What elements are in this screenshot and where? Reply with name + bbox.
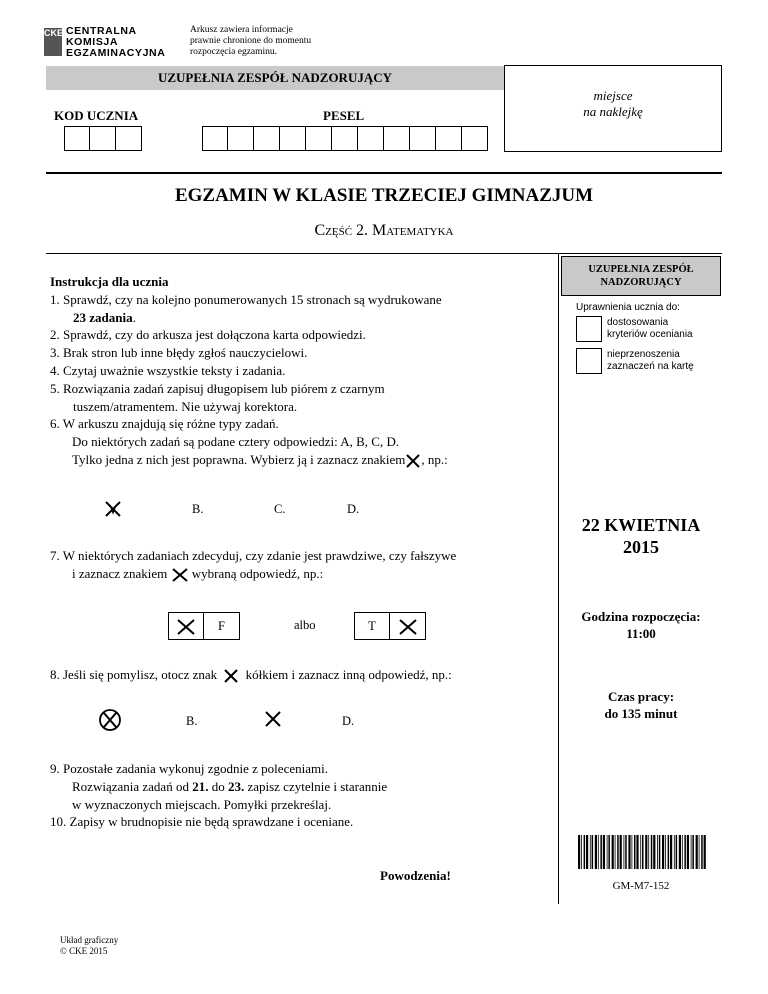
instruction-9-cont2: w wyznaczonych miejscach. Pomyłki przekreślaj. [72,796,332,812]
barcode-bar [624,835,625,869]
sticker-area [504,65,722,152]
instruction-text: zapisz czytelnie i starannie [244,778,388,794]
cke-logo-text [66,26,165,59]
staff-box-line: UZUPEŁNIA ZESPÓŁ [588,264,694,275]
check-label-line: dostosowania [607,317,669,328]
barcode-bar [642,835,644,869]
work-duration [560,688,722,722]
notice-line: Arkusz zawiera informacje [190,25,293,35]
barcode-bar [592,835,594,869]
barcode-bar [659,835,661,869]
tf-box-f-marked [390,612,426,640]
instruction-text: i zaznacz znakiem [72,565,168,581]
code-digit-box[interactable] [90,126,116,151]
barcode-bar [699,835,700,869]
instruction-text: 8. Jeśli się pomylisz, otocz znak [50,667,218,682]
check-label-line: nieprzenoszenia [607,349,680,360]
rights-label: Uprawnienia ucznia do: [576,302,680,313]
instruction-1-cont: 23 zadania. [73,309,136,325]
barcode-bar [665,835,666,869]
footer-line: © CKE 2015 [60,946,108,956]
instructions-heading: Instrukcja dla ucznia [50,274,169,289]
option-d: D. [342,714,355,728]
instruction-text: Tylko jedna z nich jest poprawna. Wybierz ją i zaznacz znakiem [72,451,406,467]
x-mark-icon [171,568,189,582]
barcode-bar [595,835,597,869]
option-c: C. [274,502,286,516]
instruction-8-block [50,666,560,684]
exam-code: GM-M7-152 [612,880,670,892]
barcode-bar [676,835,678,869]
pesel-digit-box[interactable] [410,126,436,151]
tf-box-f: F [204,612,240,640]
answer-c-marked-x-icon [264,711,282,727]
instruction-10: 10. Zapisy w brudnopisie nie będą sprawdzane i oceniane. [50,814,354,830]
pesel-digit-box[interactable] [384,126,410,151]
logo-line: EGZAMINACYJNA [66,47,166,59]
sticker-line: na naklejkę [583,104,643,119]
barcode-bar [692,835,694,869]
pesel-digit-box[interactable] [254,126,280,151]
barcode-bar [704,835,706,869]
barcode-bar [636,835,638,869]
barcode-bar [691,835,692,869]
date-line: 2015 [623,537,659,557]
task-count: 23 zadania [73,309,133,325]
student-code-label: KOD UCZNIA [54,108,139,123]
instruction-6: 6. W arkuszu znajdują się różne typy zadań. [50,416,279,432]
instruction-7-cont [50,565,560,583]
barcode-bar [598,835,599,869]
pesel-digit-box[interactable] [462,126,488,151]
instruction-6-mark [50,451,560,469]
logo-line: KOMISJA [66,36,119,48]
tf-box-t-marked [168,612,204,640]
pesel-label: PESEL [323,108,365,123]
staff-box-line: NADZORUJĄCY [600,277,682,288]
code-digit-box[interactable] [64,126,90,151]
instruction-text: Rozwiązania zadań od [72,778,193,794]
instruction-6-cont: Do niektórych zadań są podane cztery odpowiedzi: A, B, C, D. [72,434,400,450]
instruction-8 [50,666,560,684]
barcode-bar [682,835,683,869]
task-number: 23. [227,778,245,794]
pesel-digit-box[interactable] [280,126,306,151]
x-mark-icon [176,618,196,636]
instruction-7-block [50,547,560,583]
barcode-bar [600,835,602,869]
barcode-bar [578,835,580,869]
exam-title: EGZAMIN W KLASIE TRZECIEJ GIMNAZJUM [174,185,594,206]
barcode-bar [620,835,622,869]
barcode-bar [670,835,672,869]
tf-box-t: T [354,612,390,640]
duration-label: Czas pracy: [607,689,675,704]
barcode-bar [674,835,675,869]
barcode-bar [607,835,608,869]
check-label-line: zaznaczeń na kartę [607,361,694,372]
barcode-bar [684,835,686,869]
start-time [560,608,722,642]
instruction-text: do [208,778,228,794]
good-luck: Powodzenia! [380,868,451,883]
staff-box [561,256,721,296]
barcode-bar [612,835,614,869]
barcode [578,835,706,869]
barcode-bar [603,835,605,869]
instruction-9-cont [50,778,560,796]
barcode-bar [640,835,641,869]
instruction-9: 9. Pozostałe zadania wykonuj zgodnie z poleceniami. [50,761,328,776]
pesel-digit-box[interactable] [228,126,254,151]
option-d: D. [347,502,360,516]
barcode-bar [651,835,653,869]
barcode-bar [668,835,670,869]
pesel-digit-box[interactable] [332,126,358,151]
option-b: B. [192,502,204,516]
tf-example-2 [354,612,426,640]
instruction-text: wybraną odpowiedź, np.: [191,565,324,581]
legal-notice [190,25,350,58]
date-line: 22 KWIETNIA [581,515,701,535]
task-number: 21. [192,778,209,794]
divider [46,172,722,174]
barcode-bar [586,835,588,869]
x-mark-icon [220,669,242,683]
option-b: B. [186,714,198,728]
instruction-text: kółkiem i zaznacz inną odpowiedź, np.: [245,667,452,682]
barcode-bar [634,835,636,869]
start-label: Godzina rozpoczęcia: [581,609,701,624]
accommodation-checkbox[interactable] [576,316,602,342]
duration-value: do 135 minut [604,706,678,721]
instruction-9-block [50,760,560,831]
logo-line: CENTRALNA [66,25,137,37]
tf-or-label: albo [294,618,316,632]
barcode-bar [632,835,633,869]
staff-fill-bar: UZUPEŁNIA ZESPÓŁ NADZORUJĄCY [46,66,504,90]
sticker-line: miejsce [593,88,633,103]
barcode-bar [701,835,703,869]
barcode-bar [581,835,582,869]
notice-line: prawnie chronione do momentu [190,36,312,46]
barcode-bar [648,835,649,869]
barcode-bar [653,835,655,869]
barcode-bar [628,835,630,869]
instruction-2: 2. Sprawdź, czy do arkusza jest dołączona karta odpowiedzi. [50,327,366,343]
barcode-bar [696,835,698,869]
barcode-bar [625,835,627,869]
x-mark-icon [398,618,418,636]
exam-subtitle: Część 2. Matematyka [314,222,454,239]
barcode-bar [590,835,591,869]
exam-date [560,514,722,558]
start-value: 11:00 [626,626,656,641]
instruction-3: 3. Brak stron lub inne błędy zgłoś nauczycielowi. [50,345,308,361]
barcode-bar [608,835,610,869]
cke-logo-mark: CKE [44,28,62,56]
accommodation-label [607,317,727,341]
footer-note [60,935,118,957]
pesel-digit-box[interactable] [202,126,228,151]
instructions [50,273,560,469]
barcode-bar [584,835,586,869]
barcode-bar [679,835,681,869]
barcode-bar [657,835,658,869]
answer-a-marked-x-icon [104,501,122,517]
instruction-5: 5. Rozwiązania zadań zapisuj długopisem lub piórem z czarnym [50,380,385,396]
barcode-bar [645,835,647,869]
barcode-bar [662,835,664,869]
barcode-bar [617,835,619,869]
student-code-field[interactable] [64,126,142,151]
x-mark-icon [405,454,421,468]
no-transfer-label [607,349,727,373]
circled-x-icon [98,708,122,732]
tf-example-1 [168,612,240,640]
pesel-digit-box[interactable] [436,126,462,151]
pesel-field[interactable] [202,126,488,151]
no-transfer-checkbox[interactable] [576,348,602,374]
instruction-text: , np.: [421,451,448,467]
barcode-bar [687,835,689,869]
notice-line: rozpoczęcia egzaminu. [190,47,278,57]
check-label-line: kryteriów oceniania [607,329,693,340]
footer-line: Układ graficzny [60,935,119,945]
code-digit-box[interactable] [116,126,142,151]
pesel-digit-box[interactable] [306,126,332,151]
barcode-bar [615,835,616,869]
instruction-1: 1. Sprawdź, czy na kolejno ponumerowanych 15 stronach są wydrukowane [50,291,442,307]
instruction-4: 4. Czytaj uważnie wszystkie teksty i zadania. [50,362,286,378]
instruction-7: 7. W niektórych zadaniach zdecyduj, czy zdanie jest prawdziwe, czy fałszywe [50,548,457,563]
instruction-5-cont: tuszem/atramentem. Nie używaj korektora. [73,398,298,414]
pesel-digit-box[interactable] [358,126,384,151]
